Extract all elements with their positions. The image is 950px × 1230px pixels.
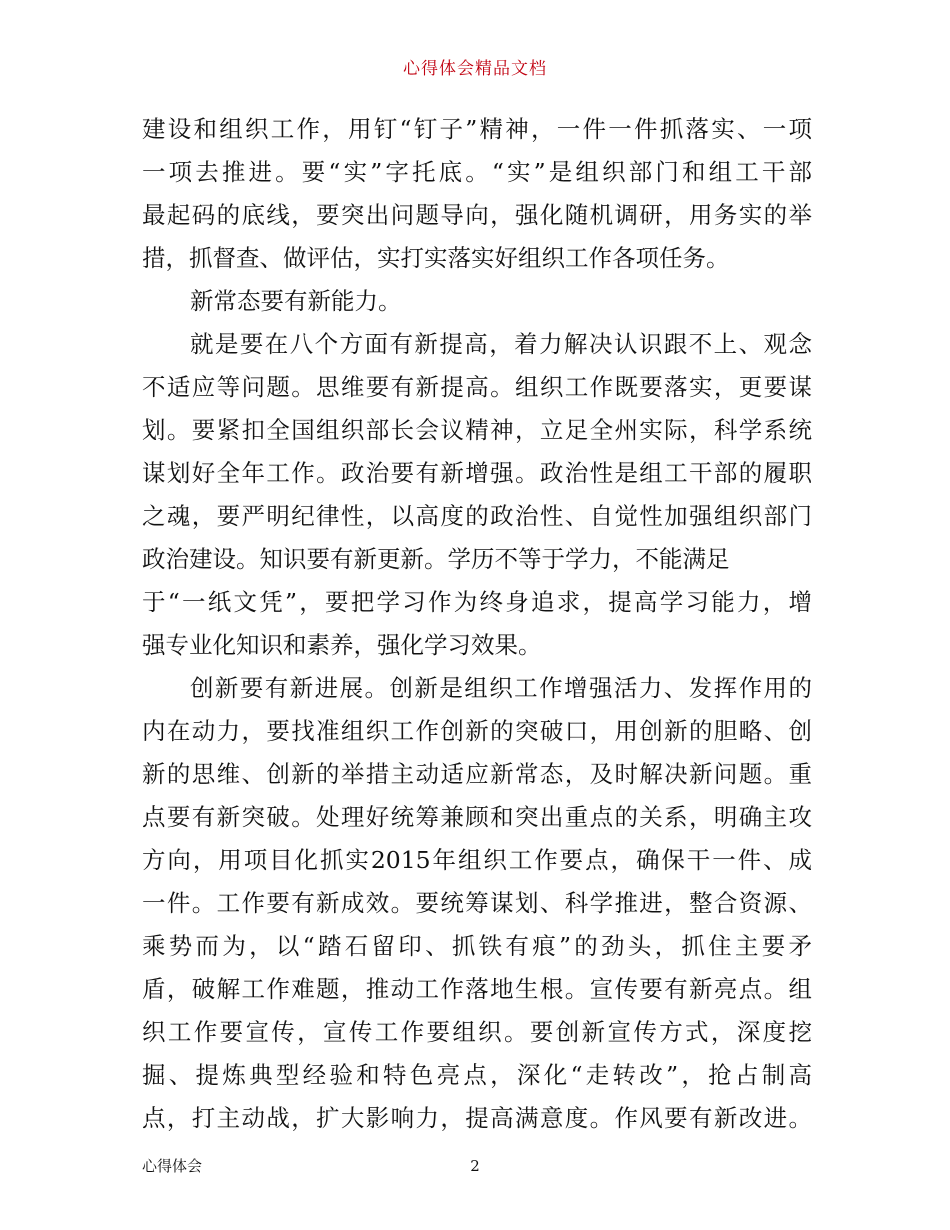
- body-line: 乘势而为，以“踏石留印、抓铁有痕”的劲头，抓住主要矛: [142, 932, 812, 960]
- body-line: 不适应等问题。思维要有新提高。组织工作既要落实，更要谋: [142, 373, 812, 401]
- body-line: 于“一纸文凭”，要把学习作为终身追求，提高学习能力，增: [142, 588, 812, 616]
- body-line: 创新要有新进展。创新是组织工作增强活力、发挥作用的: [190, 674, 812, 702]
- body-line: 织工作要宣传，宣传工作要组织。要创新宣传方式，深度挖: [142, 1018, 812, 1046]
- body-line: 一件。工作要有新成效。要统筹谋划、科学推进，整合资源、: [142, 889, 812, 917]
- body-line: 盾，破解工作难题，推动工作落地生根。宣传要有新亮点。组: [142, 975, 812, 1003]
- body-line: 建设和组织工作，用钉“钉子”精神，一件一件抓落实、一项: [142, 115, 812, 143]
- body-line: 强专业化知识和素养，强化学习效果。: [142, 631, 542, 659]
- body-line: 一项去推进。要“实”字托底。“实”是组织部门和组工干部: [142, 158, 812, 186]
- body-line: 就是要在八个方面有新提高，着力解决认识跟不上、观念: [190, 330, 812, 358]
- body-line: 方向，用项目化抓实2015年组织工作要点，确保干一件、成: [142, 846, 812, 874]
- page-number: 2: [470, 1157, 480, 1175]
- body-line: 新常态要有新能力。: [190, 287, 402, 315]
- body-line: 点，打主动战，扩大影响力，提高满意度。作风要有新改进。: [142, 1104, 812, 1132]
- body-line: 之魂，要严明纪律性，以高度的政治性、自觉性加强组织部门: [142, 502, 812, 530]
- footer-label: 心得体会: [142, 1157, 203, 1175]
- body-line: 政治建设。知识要有新更新。学历不等于学力，不能满足: [142, 545, 730, 573]
- document-body: [142, 108, 812, 1140]
- body-line: 内在动力，要找准组织工作创新的突破口，用创新的胆略、创: [142, 717, 812, 745]
- body-line: 最起码的底线，要突出问题导向，强化随机调研，用务实的举: [142, 201, 812, 229]
- body-line: 谋划好全年工作。政治要有新增强。政治性是组工干部的履职: [142, 459, 812, 487]
- body-line: 措，抓督查、做评估，实打实落实好组织工作各项任务。: [142, 244, 730, 272]
- body-line: 点要有新突破。处理好统筹兼顾和突出重点的关系，明确主攻: [142, 803, 812, 831]
- page-header-title: 心得体会精品文档: [403, 59, 547, 79]
- body-line: 新的思维、创新的举措主动适应新常态，及时解决新问题。重: [142, 760, 812, 788]
- body-line: 掘、提炼典型经验和特色亮点，深化“走转改”，抢占制高: [142, 1061, 812, 1089]
- body-line: 划。要紧扣全国组织部长会议精神，立足全州实际，科学系统: [142, 416, 812, 444]
